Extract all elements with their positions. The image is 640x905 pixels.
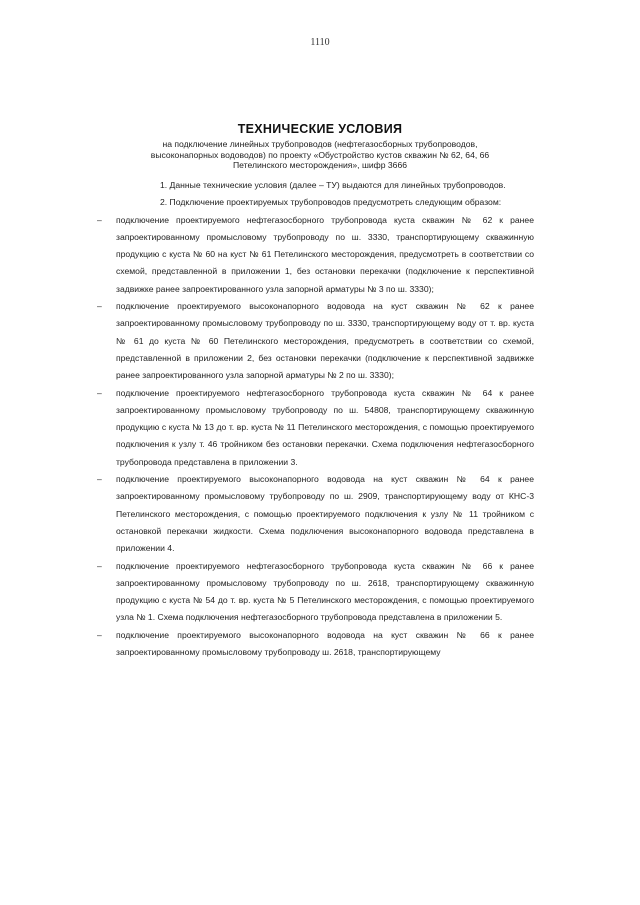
- list-item-text: подключение проектируемого нефтегазосборного трубопровода куста скважин № 66 к ранее запроектированному промысловому трубопроводу по ш. 2618, транспортирующему скважинную продукцию с куста № 54 до т. вр. куста № 5 Петелинского месторождения, с помощью проектируемого узла № 1. Схема подключения нефтегазосборного трубопровода представлена в приложении 5.: [116, 560, 534, 623]
- list-dash: –: [97, 474, 102, 485]
- paragraph-2: 2. Подключение проектируемых трубопроводов предусмотреть следующим образом:: [160, 197, 502, 208]
- list-item-text: подключение проектируемого высоконапорного водовода на куст скважин № 66 к ранее запроектированному промысловому трубопроводу ш. 2618, транспортирующему: [116, 629, 534, 658]
- document-body: [97, 177, 534, 661]
- connection-list: [97, 212, 534, 662]
- list-item: [97, 298, 534, 384]
- subtitle-line: на подключение линейных трубопроводов (нефтегазосборных трубопроводов,: [162, 139, 478, 149]
- subtitle-line: высоконапорных водоводов) по проекту «Обустройство кустов скважин № 62, 64, 66: [150, 149, 490, 160]
- paragraph-1: 1. Данные технические условия (далее – ТУ) выдаются для линейных трубопроводов.: [160, 180, 506, 190]
- list-dash: –: [97, 387, 102, 398]
- list-item: [97, 558, 534, 627]
- list-dash: –: [97, 301, 102, 312]
- list-dash: –: [97, 560, 102, 571]
- page-number: 1110: [310, 37, 330, 48]
- list-item: [97, 627, 534, 662]
- list-item-text: подключение проектируемого высоконапорного водовода на куст скважин № 62 к ранее запроектированному промысловому трубопроводу по ш. 3330, транспортирующему воду от т. вр. куста № 61 до куста № 60 Петелинского месторождения, предусмотреть в соответствии со схемой, представленной в приложении 2, без остановки перекачки (подключение к перспективной задвижке ранее запроектированного узла запорной арматуры № 2 по ш. 3330);: [116, 301, 534, 381]
- list-dash: –: [97, 629, 102, 640]
- document-title: ТЕХНИЧЕСКИЕ УСЛОВИЯ: [237, 122, 403, 136]
- list-item-text: подключение проектируемого высоконапорного водовода на куст скважин № 64 к ранее запроектированному промысловому трубопроводу по ш. 2909, транспортирующему воду от КНС-3 Петелинского месторождения, с помощью проектируемого подключения к узлу № 11 тройником с остановкой перекачки жидкости. Схема подключения высоконапорного водовода представлена в приложении 4.: [116, 474, 534, 554]
- subtitle-line: Петелинского месторождения», шифр 3666: [232, 160, 408, 170]
- list-item-text: подключение проектируемого нефтегазосборного трубопровода куста скважин № 64 к ранее запроектированному промысловому трубопроводу по ш. 54808, транспортирующему скважинную продукцию с куста № 13 до т. вр. куста № 11 Петелинского месторождения, с помощью проектируемого подключения к узлу т. 46 тройником без остановки перекачки. Схема подключения нефтегазосборного трубопровода представлена в приложении 3.: [116, 387, 534, 467]
- list-item: [97, 385, 534, 471]
- list-item: [97, 212, 534, 298]
- title-block: [0, 122, 640, 171]
- list-item-text: подключение проектируемого нефтегазосборного трубопровода куста скважин № 62 к ранее запроектированному промысловому трубопроводу по ш. 3330, транспортирующему скважинную продукцию с куста № 60 на куст № 61 Петелинского месторождения, предусмотреть в соответствии со схемой, представленной в приложении 1, без остановки перекачки (подключение к перспективной задвижке ранее запроектированного узла запорной арматуры № 3 по ш. 3330);: [116, 214, 534, 294]
- list-item: [97, 471, 534, 557]
- list-dash: –: [97, 214, 102, 225]
